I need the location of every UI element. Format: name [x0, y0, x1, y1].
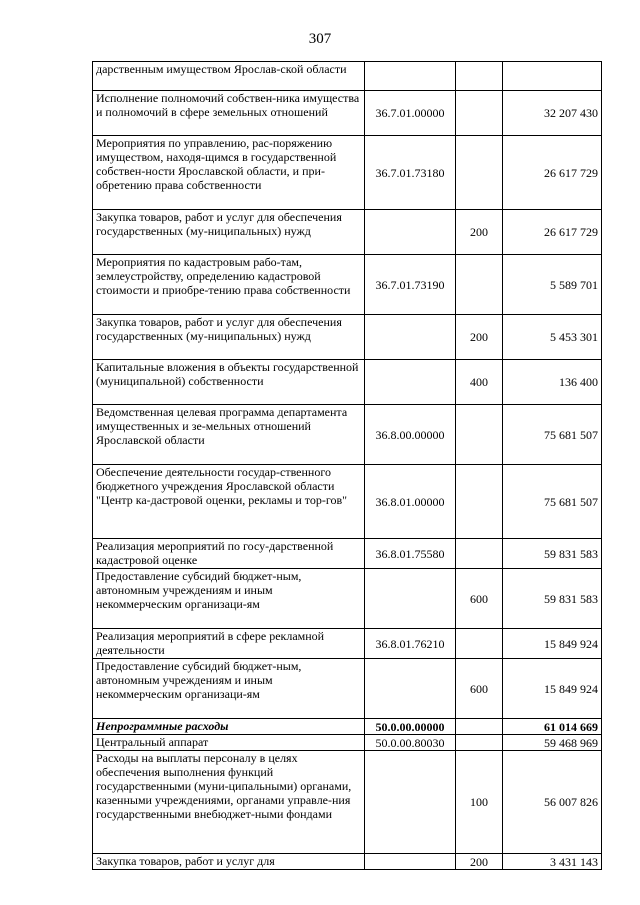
row-sum-cell: 61 014 669: [503, 719, 602, 735]
row-name-cell: Центральный аппарат: [93, 735, 365, 751]
row-sum-cell: 5 589 701: [503, 255, 602, 315]
row-code-cell: [365, 210, 456, 255]
row-type-cell: [456, 629, 503, 659]
row-type-cell: 600: [456, 659, 503, 719]
table-row: [93, 360, 602, 405]
row-type-cell: [456, 465, 503, 539]
row-name-cell: Расходы на выплаты персоналу в целях обеспечения выполнения функций государственными (муни-ципальными) органами, казенными учреждениями, органами управле-ния государственными внебюджет-ными фондами: [93, 751, 365, 854]
row-code-cell: [365, 360, 456, 405]
row-type-cell: 400: [456, 360, 503, 405]
table-row: [93, 751, 602, 854]
row-sum-cell: [503, 62, 602, 91]
row-code-cell: 36.7.01.73190: [365, 255, 456, 315]
row-type-cell: [456, 91, 503, 136]
row-type-cell: 200: [456, 854, 503, 870]
row-name-cell: Реализация мероприятий в сфере рекламной деятельности: [93, 629, 365, 659]
row-name-cell: Мероприятия по управлению, рас-поряжению имуществом, находя-щимся в государственной собствен-ности Ярославской области, и при-обретению права собственности: [93, 136, 365, 210]
row-type-cell: 200: [456, 210, 503, 255]
budget-table-body: [93, 62, 602, 870]
row-code-cell: 36.7.01.73180: [365, 136, 456, 210]
row-type-cell: 600: [456, 569, 503, 629]
row-sum-cell: 75 681 507: [503, 405, 602, 465]
table-row: [93, 91, 602, 136]
row-code-cell: [365, 62, 456, 91]
row-name-cell: Ведомственная целевая программа департамента имущественных и зе-мельных отношений Ярославской области: [93, 405, 365, 465]
row-code-cell: 50.0.00.80030: [365, 735, 456, 751]
row-name-cell: Капитальные вложения в объекты государственной (муниципальной) собственности: [93, 360, 365, 405]
row-name-cell: Обеспечение деятельности государ-ственного бюджетного учреждения Ярославской области "Центр ка-дастровой оценки, рекламы и тор-гов": [93, 465, 365, 539]
row-name-cell: Закупка товаров, работ и услуг для обеспечения государственных (му-ниципальных) нужд: [93, 315, 365, 360]
row-name-cell: Закупка товаров, работ и услуг для обеспечения государственных (му-ниципальных) нужд: [93, 210, 365, 255]
row-sum-cell: 75 681 507: [503, 465, 602, 539]
row-type-cell: [456, 719, 503, 735]
row-type-cell: 200: [456, 315, 503, 360]
row-sum-cell: 59 831 583: [503, 569, 602, 629]
row-code-cell: [365, 315, 456, 360]
row-sum-cell: 59 468 969: [503, 735, 602, 751]
row-code-cell: 36.8.00.00000: [365, 405, 456, 465]
row-type-cell: [456, 735, 503, 751]
row-type-cell: [456, 539, 503, 569]
table-row: [93, 405, 602, 465]
row-sum-cell: 3 431 143: [503, 854, 602, 870]
row-type-cell: [456, 255, 503, 315]
row-type-cell: [456, 405, 503, 465]
row-type-cell: 100: [456, 751, 503, 854]
row-code-cell: [365, 569, 456, 629]
table-row: [93, 569, 602, 629]
row-sum-cell: 15 849 924: [503, 629, 602, 659]
row-code-cell: 36.7.01.00000: [365, 91, 456, 136]
table-row: [93, 629, 602, 659]
table-row: [93, 136, 602, 210]
row-code-cell: 36.8.01.00000: [365, 465, 456, 539]
table-row: [93, 854, 602, 870]
table-row: [93, 315, 602, 360]
row-code-cell: [365, 854, 456, 870]
row-type-cell: [456, 62, 503, 91]
budget-table: [92, 61, 602, 870]
row-sum-cell: 32 207 430: [503, 91, 602, 136]
table-row: [93, 539, 602, 569]
row-code-cell: [365, 659, 456, 719]
row-sum-cell: 59 831 583: [503, 539, 602, 569]
row-code-cell: [365, 751, 456, 854]
row-code-cell: 50.0.00.00000: [365, 719, 456, 735]
row-code-cell: 36.8.01.76210: [365, 629, 456, 659]
row-name-cell: Предоставление субсидий бюджет-ным, автономным учреждениям и иным некоммерческим организаци-ям: [93, 569, 365, 629]
row-sum-cell: 26 617 729: [503, 210, 602, 255]
table-row: [93, 62, 602, 91]
row-name-cell: Предоставление субсидий бюджет-ным, автономным учреждениям и иным некоммерческим организаци-ям: [93, 659, 365, 719]
table-row: [93, 465, 602, 539]
page-number: 307: [308, 31, 332, 47]
row-name-cell: Исполнение полномочий собствен-ника имущества и полномочий в сфере земельных отношений: [93, 91, 365, 136]
row-sum-cell: 26 617 729: [503, 136, 602, 210]
row-sum-cell: 136 400: [503, 360, 602, 405]
row-sum-cell: 5 453 301: [503, 315, 602, 360]
row-sum-cell: 56 007 826: [503, 751, 602, 854]
table-row: [93, 735, 602, 751]
table-row: [93, 719, 602, 735]
row-type-cell: [456, 136, 503, 210]
row-name-cell: дарственным имуществом Ярослав-ской области: [93, 62, 365, 91]
table-row: [93, 210, 602, 255]
row-code-cell: 36.8.01.75580: [365, 539, 456, 569]
row-sum-cell: 15 849 924: [503, 659, 602, 719]
row-name-cell: Мероприятия по кадастровым рабо-там, землеустройству, определению кадастровой стоимости и приобре-тению права собственности: [93, 255, 365, 315]
row-name-cell: Непрограммные расходы: [93, 719, 365, 735]
row-name-cell: Реализация мероприятий по госу-дарственной кадастровой оценке: [93, 539, 365, 569]
table-row: [93, 659, 602, 719]
row-name-cell: Закупка товаров, работ и услуг для: [93, 854, 365, 870]
table-row: [93, 255, 602, 315]
